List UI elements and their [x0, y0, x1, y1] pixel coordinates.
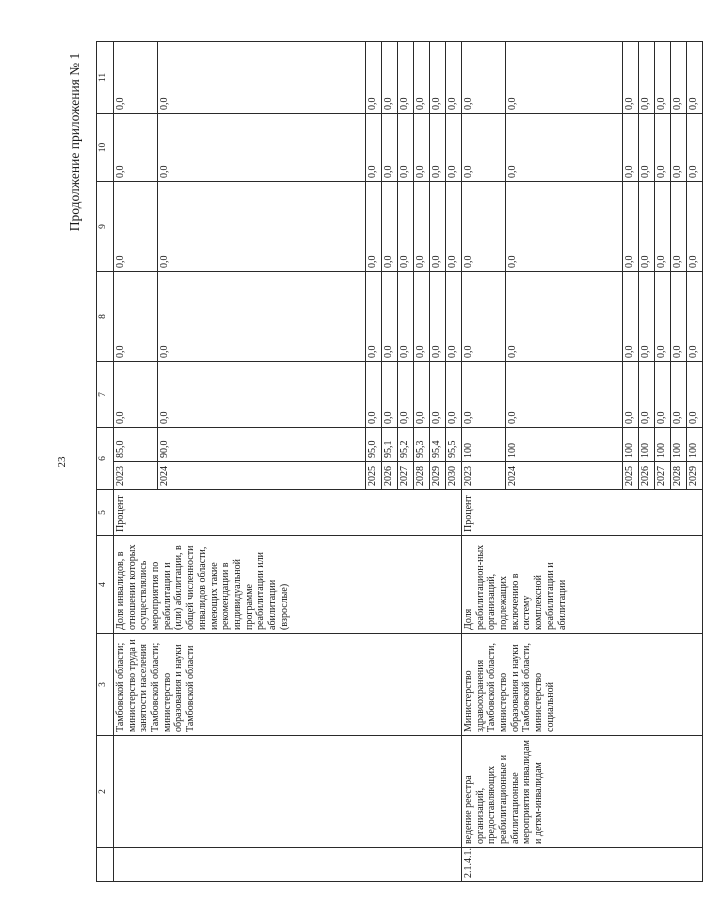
column-9-cell: 0,0 [158, 182, 366, 272]
column-8-cell: 0,0 [366, 272, 382, 362]
column-10-cell: 0,0 [623, 114, 639, 182]
column-8-cell: 0,0 [414, 272, 430, 362]
column-8-cell: 0,0 [158, 272, 366, 362]
page-number: 23 [56, 456, 68, 468]
target-value-cell: 100 [639, 428, 655, 462]
column-7-cell: 0,0 [639, 362, 655, 428]
target-value-cell: 90,0 [158, 428, 366, 462]
column-10-cell: 0,0 [462, 114, 506, 182]
column-9-cell: 0,0 [114, 182, 158, 272]
table-row [462, 42, 506, 882]
year-cell: 2025 [366, 462, 382, 490]
unit-cell: Процент [462, 490, 703, 536]
column-10-cell: 0,0 [655, 114, 671, 182]
column-11-cell: 0,0 [506, 42, 623, 114]
column-7-cell: 0,0 [430, 362, 446, 428]
column-8-cell: 0,0 [687, 272, 703, 362]
year-cell: 2029 [430, 462, 446, 490]
column-11-cell: 0,0 [462, 42, 506, 114]
column-10-cell: 0,0 [114, 114, 158, 182]
event-name-cell [114, 736, 462, 848]
table-body [97, 42, 703, 882]
header-cell-2: 2 [97, 736, 114, 848]
column-9-cell: 0,0 [623, 182, 639, 272]
header-cell-5: 5 [97, 490, 114, 536]
column-11-cell: 0,0 [671, 42, 687, 114]
column-11-cell: 0,0 [382, 42, 398, 114]
column-7-cell: 0,0 [158, 362, 366, 428]
column-8-cell: 0,0 [446, 272, 462, 362]
column-7-cell: 0,0 [655, 362, 671, 428]
target-value-cell: 85,0 [114, 428, 158, 462]
target-value-cell: 100 [687, 428, 703, 462]
column-11-cell: 0,0 [623, 42, 639, 114]
column-7-cell: 0,0 [623, 362, 639, 428]
column-9-cell: 0,0 [430, 182, 446, 272]
column-11-cell: 0,0 [114, 42, 158, 114]
column-10-cell: 0,0 [639, 114, 655, 182]
year-cell: 2024 [506, 462, 623, 490]
target-value-cell: 95,3 [414, 428, 430, 462]
column-9-cell: 0,0 [671, 182, 687, 272]
column-9-cell: 0,0 [506, 182, 623, 272]
column-7-cell: 0,0 [382, 362, 398, 428]
unit-cell: Процент [114, 490, 462, 536]
column-10-cell: 0,0 [446, 114, 462, 182]
target-value-cell: 95,0 [366, 428, 382, 462]
header-cell-3: 3 [97, 634, 114, 736]
event-name-cell: ведение реестра организаций, предоставляющих реабилитационные и абилитационные мероприятия инвалидам и детям-инвалидам [462, 736, 703, 848]
event-number-cell [114, 848, 462, 882]
column-8-cell: 0,0 [382, 272, 398, 362]
column-9-cell: 0,0 [414, 182, 430, 272]
column-10-cell: 0,0 [671, 114, 687, 182]
rotated-table-container [96, 42, 699, 882]
year-cell: 2030 [446, 462, 462, 490]
column-8-cell: 0,0 [430, 272, 446, 362]
header-cell-11: 11 [97, 42, 114, 114]
target-value-cell: 100 [655, 428, 671, 462]
year-cell: 2025 [623, 462, 639, 490]
column-10-cell: 0,0 [414, 114, 430, 182]
column-9-cell: 0,0 [398, 182, 414, 272]
data-table [96, 41, 703, 882]
column-8-cell: 0,0 [114, 272, 158, 362]
column-11-cell: 0,0 [366, 42, 382, 114]
header-cell-6: 6 [97, 428, 114, 490]
year-cell: 2023 [114, 462, 158, 490]
column-8-cell: 0,0 [671, 272, 687, 362]
executors-cell: Тамбовской области; министерство труда и занятости населения Тамбовской области; министерство образования и науки Тамбовской области [114, 634, 462, 736]
column-10-cell: 0,0 [382, 114, 398, 182]
year-cell: 2023 [462, 462, 506, 490]
column-11-cell: 0,0 [446, 42, 462, 114]
header-cell-7: 7 [97, 362, 114, 428]
column-8-cell: 0,0 [398, 272, 414, 362]
target-value-cell: 100 [671, 428, 687, 462]
year-cell: 2024 [158, 462, 366, 490]
column-7-cell: 0,0 [506, 362, 623, 428]
column-10-cell: 0,0 [687, 114, 703, 182]
header-cell-blank [97, 848, 114, 882]
header-cell-10: 10 [97, 114, 114, 182]
executors-cell: Министерство здравоохранения Тамбовской области, министерство образования и науки Тамбовской области, министерство социальной [462, 634, 703, 736]
column-7-cell: 0,0 [414, 362, 430, 428]
target-value-cell: 95,1 [382, 428, 398, 462]
year-cell: 2027 [655, 462, 671, 490]
column-9-cell: 0,0 [655, 182, 671, 272]
header-cell-4: 4 [97, 536, 114, 634]
column-9-cell: 0,0 [462, 182, 506, 272]
column-8-cell: 0,0 [506, 272, 623, 362]
target-value-cell: 100 [623, 428, 639, 462]
target-value-cell: 100 [462, 428, 506, 462]
column-7-cell: 0,0 [366, 362, 382, 428]
year-cell: 2026 [382, 462, 398, 490]
year-cell: 2028 [671, 462, 687, 490]
column-10-cell: 0,0 [158, 114, 366, 182]
column-10-cell: 0,0 [398, 114, 414, 182]
target-value-cell: 95,2 [398, 428, 414, 462]
column-8-cell: 0,0 [655, 272, 671, 362]
year-cell: 2028 [414, 462, 430, 490]
column-9-cell: 0,0 [446, 182, 462, 272]
column-10-cell: 0,0 [430, 114, 446, 182]
year-cell: 2029 [687, 462, 703, 490]
indicator-cell: Доля инвалидов, в отношении которых осуществлялись мероприятия по реабилитации и (или) абилитации, в общей численности инвалидов области, имеющих такие рекомендации в индивидуальной программе реабилитации или абилитации (взрослые) [114, 536, 462, 634]
column-10-cell: 0,0 [366, 114, 382, 182]
column-11-cell: 0,0 [158, 42, 366, 114]
column-9-cell: 0,0 [382, 182, 398, 272]
indicator-cell: Доля реабилитацион-ных организаций, подлежащих включению в систему комплексной реабилитации и абилитации [462, 536, 703, 634]
event-number-cell: 2.1.4.1. [462, 848, 703, 882]
column-11-cell: 0,0 [687, 42, 703, 114]
column-9-cell: 0,0 [366, 182, 382, 272]
column-10-cell: 0,0 [506, 114, 623, 182]
header-cell-9: 9 [97, 182, 114, 272]
column-11-cell: 0,0 [430, 42, 446, 114]
column-number-row [97, 42, 114, 882]
year-cell: 2027 [398, 462, 414, 490]
column-7-cell: 0,0 [446, 362, 462, 428]
column-7-cell: 0,0 [687, 362, 703, 428]
table-row [114, 42, 158, 882]
column-9-cell: 0,0 [639, 182, 655, 272]
column-8-cell: 0,0 [623, 272, 639, 362]
column-11-cell: 0,0 [398, 42, 414, 114]
column-7-cell: 0,0 [114, 362, 158, 428]
column-8-cell: 0,0 [639, 272, 655, 362]
header-cell-8: 8 [97, 272, 114, 362]
column-11-cell: 0,0 [639, 42, 655, 114]
target-value-cell: 100 [506, 428, 623, 462]
column-11-cell: 0,0 [655, 42, 671, 114]
column-8-cell: 0,0 [462, 272, 506, 362]
column-7-cell: 0,0 [462, 362, 506, 428]
column-7-cell: 0,0 [671, 362, 687, 428]
appendix-heading: Продолжение приложения № 1 [67, 52, 82, 232]
column-7-cell: 0,0 [398, 362, 414, 428]
year-cell: 2026 [639, 462, 655, 490]
column-9-cell: 0,0 [687, 182, 703, 272]
target-value-cell: 95,5 [446, 428, 462, 462]
column-11-cell: 0,0 [414, 42, 430, 114]
target-value-cell: 95,4 [430, 428, 446, 462]
